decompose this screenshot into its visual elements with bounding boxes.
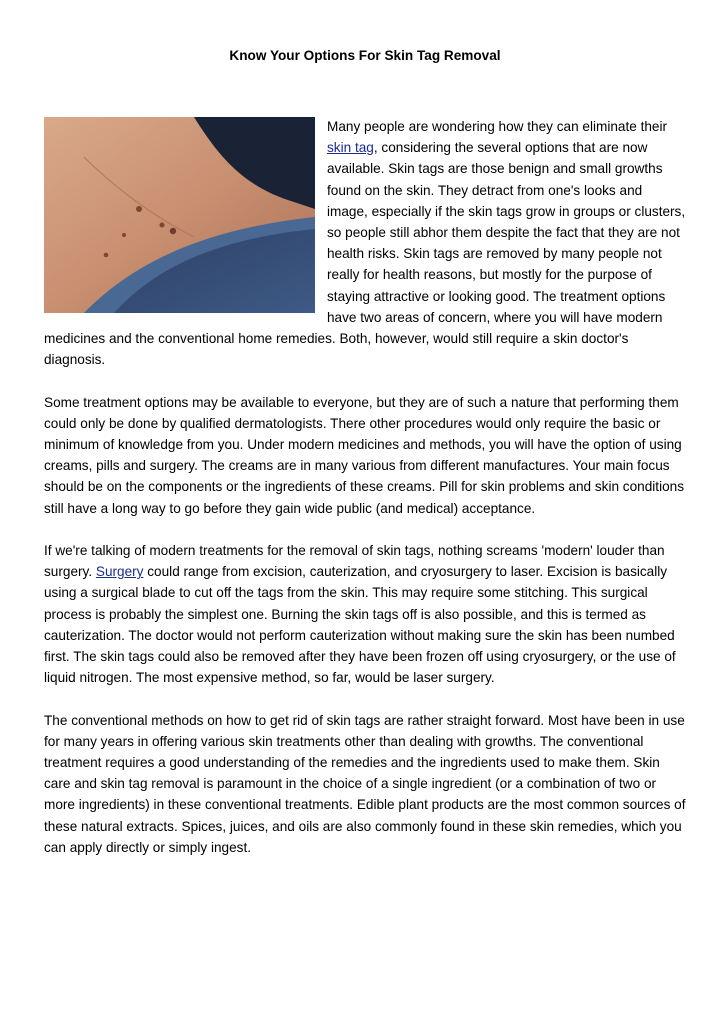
conventional-methods-paragraph: The conventional methods on how to get rid of skin tags are rather straight forward. Most have been in use for many years in offering various skin treatments other than dealing with growths. The conventional treatment requires a good understanding of the remedies and the ingredients used to make them. Skin care and skin tag removal is paramount in the choice of a single ingredient (or a combination of two or more ingredients) in these conventional treatments. Edible plant products are the most common sources of these natural extracts. Spices, juices, and oils are also commonly found in these skin remedies, which you can apply directly or simply ingest. [44, 712, 686, 855]
neck-skin-tag-illustration [44, 117, 315, 313]
modern-text-start: If we're talking of modern treatments for the removal of skin tags, nothing screams 'modern' louder than surgery. [44, 543, 665, 580]
skin-tag-photo [44, 117, 315, 313]
treatment-options-paragraph: Some treatment options may be available to everyone, but they are of such a nature that performing them could only be done by qualified dermatologists. There other procedures would only require the basic or minimum of knowledge from you. Under modern medicines and methods, you will have the option of using creams, pills and surgery. The creams are in many various from different manufactures. Your main focus should be on the components or the ingredients of these creams. Pill for skin problems and skin conditions still have a long way to go before they gain wide public (and medical) acceptance. [44, 394, 685, 516]
intro-text-start: Many people are wondering how they can eliminate their [327, 119, 668, 134]
intro-text-end: , considering the several options that are now available. Skin tags are those benign and small growths found on the skin. They detract from one's looks and image, especially if the skin tags grow in groups or clusters, so people still abhor them despite the fact that they are not health risks. Skin tags are removed by many people not really for health reasons, but mostly for the purpose of staying attractive or looking good. The treatment options have two areas of concern, where you will have modern medicines and the conventional home remedies. Both, however, would still require a skin doctor's diagnosis. [44, 140, 686, 368]
page-title: Know Your Options For Skin Tag Removal [229, 48, 501, 63]
surgery-link[interactable]: Surgery [95, 564, 144, 580]
skin-tag-link[interactable]: skin tag [327, 140, 374, 156]
intro-paragraph [44, 116, 686, 370]
modern-treatments-paragraph [44, 540, 686, 688]
modern-text-end: could range from excision, cauterization, and cryosurgery to laser. Excision is basically using a surgical blade to cut off the tags from the skin. This may require some stitching. This surgical process is probably the simplest one. Burning the skin tags off is also possible, and this is termed as cauterization. The doctor would not perform cauterization without making sure the skin has been numbed first. The skin tags could also be removed after they have been frozen off using cryosurgery, or the use of liquid nitrogen. The most expensive method, so far, would be laser surgery. [44, 564, 676, 686]
